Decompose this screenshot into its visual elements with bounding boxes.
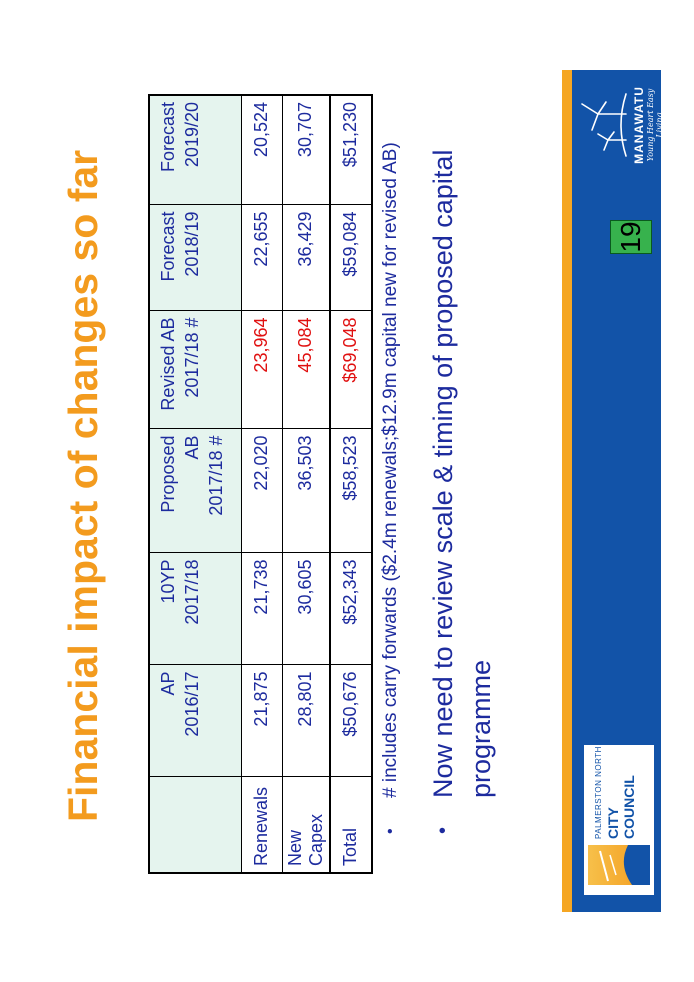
header-cell-revised-ab: Revised AB 2017/18 # <box>149 311 241 429</box>
table-cell: 20,524 <box>241 95 282 205</box>
table-cell: 22,020 <box>241 429 282 553</box>
table-cell: 22,655 <box>241 205 282 311</box>
table-cell-highlight: $69,048 <box>330 311 372 429</box>
table-cell: 30,605 <box>282 553 330 665</box>
manawatu-tagline: Young Heart Easy Living <box>646 88 664 162</box>
manawatu-name: MANAWATU <box>632 86 646 164</box>
table-cell-highlight: 45,084 <box>282 311 330 429</box>
header-cell-forecast-2018: Forecast 2018/19 <box>149 205 241 311</box>
bullet-list <box>372 74 500 834</box>
pncc-logo-line1: PALMERSTON NORTH <box>594 746 603 839</box>
table-row-total <box>330 95 372 873</box>
row-label: Renewals <box>241 777 282 873</box>
table-cell: $59,084 <box>330 205 372 311</box>
table-cell: $58,523 <box>330 429 372 553</box>
table-cell: 21,738 <box>241 553 282 665</box>
footer-orange-rule <box>562 70 572 912</box>
header-cell-forecast-2019: Forecast 2019/20 <box>149 95 241 205</box>
bullet-dot-icon: • <box>432 826 454 834</box>
bullet-dot-icon: • <box>382 828 399 834</box>
table-cell: 21,875 <box>241 665 282 777</box>
row-label: New Capex <box>282 777 330 873</box>
table-cell: 28,801 <box>282 665 330 777</box>
header-cell-ap: AP 2016/17 <box>149 665 241 777</box>
header-cell-proposed-ab: Proposed AB 2017/18 # <box>149 429 241 553</box>
table-cell: 36,503 <box>282 429 330 553</box>
table-header-row <box>149 95 241 873</box>
table-cell: $52,343 <box>330 553 372 665</box>
financial-table <box>148 94 373 874</box>
slide-number: 19 <box>610 220 652 254</box>
page-title: Financial impact of changes so far <box>60 149 106 822</box>
bullet-item-review <box>424 74 500 834</box>
manawatu-logo <box>576 78 664 172</box>
header-cell-10yp: 10YP 2017/18 <box>149 553 241 665</box>
pncc-logo-graphic-icon <box>588 845 650 885</box>
pncc-logo <box>583 744 655 896</box>
table-row-new-capex <box>282 95 330 873</box>
header-cell-empty <box>149 777 241 873</box>
bullet-text: Now need to review scale & timing of proposed capital programme <box>428 149 496 798</box>
bullet-text: # includes carry forwards ($2.4m renewals;$12.9m capital new for revised AB) <box>380 142 401 798</box>
table-cell: $51,230 <box>330 95 372 205</box>
row-label: Total <box>330 777 372 873</box>
table-row-renewals <box>241 95 282 873</box>
table-cell-highlight: 23,964 <box>241 311 282 429</box>
bullet-item-carry-forwards <box>372 74 410 834</box>
wind-turbine-icon <box>576 92 632 158</box>
footer-bar <box>572 70 664 912</box>
table-cell: 30,707 <box>282 95 330 205</box>
pncc-logo-line2: CITY COUNCIL <box>605 775 637 839</box>
table-cell: 36,429 <box>282 205 330 311</box>
table-cell: $50,676 <box>330 665 372 777</box>
